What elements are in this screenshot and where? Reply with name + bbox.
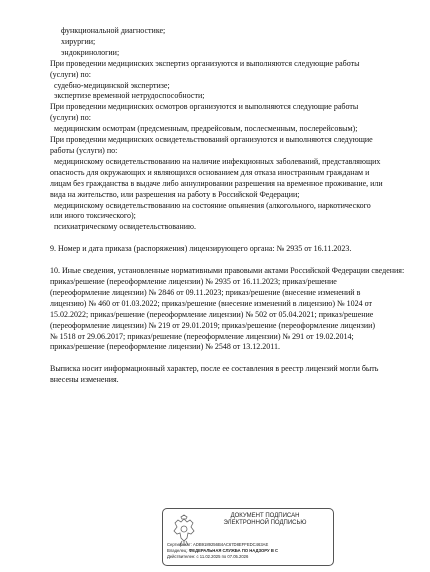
text-line: (переоформление лицензии) № 219 от 29.01.2019; приказ/решение (переоформление лицензии) <box>50 320 376 330</box>
electronic-signature-stamp <box>162 508 334 566</box>
text-line: (переоформление лицензии) № 2846 от 09.11.2023; приказ/решение (внесение изменений в <box>50 287 361 297</box>
text-line: эндокринологии; <box>61 47 120 57</box>
text-line: (услуги) по: <box>50 113 91 123</box>
text-line: экспертизе временной нетрудоспособности; <box>54 91 205 101</box>
license-extract-text <box>50 26 408 386</box>
text-line: медицинским осмотрам (предсменным, предрейсовым, послесменным, послерейсовым); <box>54 124 358 134</box>
text-line: 15.02.2022; приказ/решение (переоформление лицензии) № 502 от 05.04.2021; приказ/решение <box>50 309 374 319</box>
section-9-order: 9. Номер и дата приказа (распоряжения) лицензирующего органа: № 2935 от 16.11.2023. <box>50 244 352 254</box>
text-line: приказ/решение (переоформление лицензии) № 2548 от 13.12.2011. <box>50 342 280 352</box>
text-line: При проведении медицинских осмотров организуются и выполняются следующие работы <box>50 102 359 112</box>
text-line: лицензию) № 460 от 01.03.2022; приказ/решение (внесение изменений в лицензию) № 1024 от <box>50 298 373 308</box>
cert-label: Сертификат: <box>167 542 192 547</box>
text-line: или иного токсического); <box>50 211 136 221</box>
text-line: (услуги) по: <box>50 69 91 79</box>
text-line: При проведении медицинских освидетельствований организуются и выполняются следующие <box>50 135 373 145</box>
text-line: № 1518 от 29.06.2017; приказ/решение (переоформление лицензии) № 291 от 19.02.2014; <box>50 331 354 341</box>
owner-label: Владелец: <box>167 548 188 553</box>
text-line: функциональной диагностике; <box>61 26 166 35</box>
text-line: медицинскому освидетельствованию на наличие инфекционных заболеваний, представляющих <box>54 156 381 166</box>
text-line: работы (услуги) по: <box>50 145 118 155</box>
text-line: опасность для окружающих и являющихся основанием для отказа иностранным гражданам и <box>50 167 370 177</box>
stamp-title-line1: ДОКУМЕНТ ПОДПИСАН <box>230 513 300 519</box>
text-line: вида на жительство, или разрешения на работу в Российской Федерации; <box>50 189 300 199</box>
text-line: психиатрическому освидетельствованию. <box>54 222 196 232</box>
disclaimer: Выписка носит информационный характер, после ее составления в реестр лицензий могли быть <box>50 364 379 374</box>
text-line: При проведении медицинских экспертиз организуются и выполняются следующие работы <box>50 58 360 68</box>
certificate-details <box>167 542 329 560</box>
text-line: лицам без гражданства в выдаче либо аннулировании разрешения на временное проживание, или <box>50 178 383 188</box>
text-line: медицинскому освидетельствованию на состояние опьянения (алкогольного, наркотического <box>54 200 371 210</box>
text-line: хирургии; <box>61 36 96 46</box>
text-line: судебно-медицинской экспертизе; <box>54 80 170 90</box>
text-line: приказ/решение (переоформление лицензии) № 2935 от 16.11.2023; приказ/решение <box>50 277 337 287</box>
section-10-other: 10. Иные сведения, установленные нормативными правовыми актами Российской Федерации сведения: <box>50 266 405 276</box>
disclaimer: внесены изменения. <box>50 375 119 385</box>
validity-period: Действителен: с 11.02.2025 по 07.05.2026 <box>167 554 249 559</box>
cert-value: ADB9189256B4AC67D8EFFEDC463AE <box>193 542 269 547</box>
owner-value: ФЕДЕРАЛЬНАЯ СЛУЖБА ПО НАДЗОРУ В С <box>188 548 279 553</box>
stamp-title-line2: ЭЛЕКТРОННОЙ ПОДПИСЬЮ <box>223 520 307 526</box>
